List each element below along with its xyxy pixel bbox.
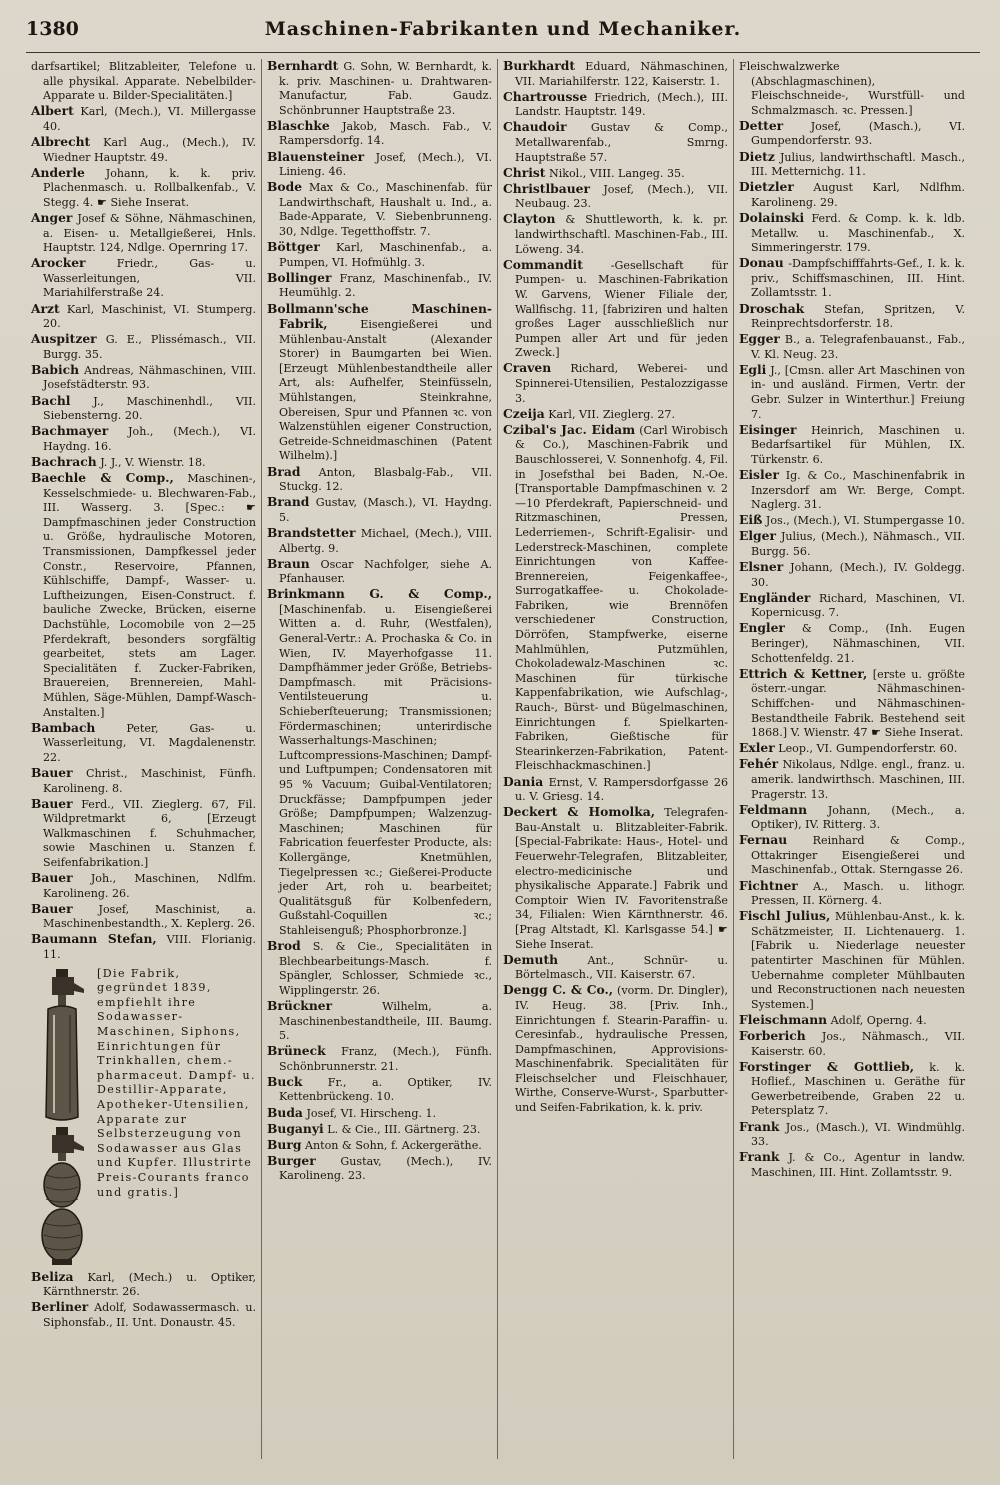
entry-details: J., [Cmsn. aller Art Maschinen von in- und ausländ. Firmen, Vertr. der Gebr. Sulzer in Winterthur.] Freiung 7. [751,363,966,421]
directory-entry [739,513,965,529]
entry-name: Braun [267,555,310,571]
entry-details: Ant., Schnür- u. Börtelmasch., VII. Kaiserstr. 67. [515,953,728,982]
entry-name: Eisler [739,467,779,483]
entry-details: Christ., Maschinist, Fünfh. Karolineng. 8. [43,766,257,795]
entry-details: Johann, (Mech.), IV. Goldegg. 30. [751,561,965,589]
directory-entry [739,529,965,559]
directory-columns [26,59,980,1459]
entry-details: Gustav, (Masch.), VI. Haydng. 5. [279,496,492,524]
directory-entry [503,775,728,805]
directory-entry [739,468,965,513]
directory-entry [503,361,728,406]
entry-name: Buganyi [267,1120,324,1136]
directory-entry [31,471,256,720]
directory-entry [503,407,728,423]
entry-name: Burkhardt [503,59,575,73]
entry-name: Brinkmann G. & Comp., [267,586,492,602]
entry-details: Reinhard & Comp., Ottakringer Eisengießerei und Maschinenfab., Ottak. Sterngasse 26. [751,834,966,877]
entry-details: S. & Cie., Specialitäten in Blechbearbeitungs-Masch. f. Spängler, Schlosser, Schmiede ꝛc., Wipplingerstr. 26. [279,940,492,997]
directory-entry [739,1013,965,1029]
entry-name: Burg [267,1136,302,1152]
entry-details: darfsartikel; Blitzableiter, Telefone u. alle physikal. Apparate. Nebelbilder-Apparate u. Bilder-Specialitäten.] [31,60,256,103]
entry-name: Bauer [31,900,73,916]
entry-details: Heinrich, Maschinen u. Bedarfsartikel für Mühlen, IX. Türkenstr. 6. [751,423,966,466]
directory-entry [267,180,492,239]
entry-name: Czibal's Jac. Eidam [503,421,636,437]
entry-name: Dietzler [739,179,794,195]
entry-name: Bauer [31,870,73,886]
entry-details: Jos., (Mech.), VI. Stumpergasse 10. [765,514,965,528]
directory-entry [267,119,492,149]
entry-name: Beliza [31,1268,74,1284]
entry-details: Leop., VI. Gumpendorferstr. 60. [778,742,958,756]
entry-name: Fernau [739,832,788,848]
directory-entry [739,150,965,180]
directory-entry [267,59,492,118]
directory-entry [267,1106,492,1122]
entry-details: J., Maschinenhdl., VII. Siebensterng. 20. [43,394,256,423]
directory-entry [739,363,965,422]
entry-name: Bauer [31,764,73,780]
entry-name: Elsner [739,559,784,575]
directory-entry [267,999,492,1044]
entry-name: Albrecht [31,133,91,149]
entry-details: Franz, (Mech.), Fünfh. Schönbrunnerstr. 21. [279,1045,492,1073]
entry-details: Gustav, (Mech.), IV. Karolineng. 23. [279,1154,492,1183]
directory-entry [267,271,492,301]
entry-details: Karl, (Mech.) u. Optiker, Kärnthnerstr. 26. [43,1270,256,1299]
entry-details: Michael, (Mech.), VIII. Albertg. 9. [279,526,493,555]
directory-entry [503,182,728,212]
entry-details: J. J., V. Wienstr. 18. [100,455,206,469]
entry-details: Franz, Maschinenfab., IV. Heumühlg. 2. [279,271,492,300]
entry-details: Karl Aug., (Mech.), IV. Wiedner Hauptstr. 49. [43,135,256,164]
entry-name: Dolainski [739,209,805,225]
entry-details: Ferd., VII. Zieglerg. 67, Fil. Wildpretmarkt 6, [Erzeugt Walkmaschinen f. Schuhmacher, sowie Maschinen u. Stanzen f. Seifenfabrikation.] [43,797,256,869]
entry-details: Karl, Maschinenfab., a. Pumpen, VI. Hofmühlg. 3. [279,241,492,269]
directory-entry [31,766,256,796]
entry-details: Oscar Nachfolger, siehe A. Pfanhauser. [279,557,492,586]
directory-entry [31,1270,256,1300]
entry-name: Commandit [503,256,583,272]
siphon-advertisement [31,967,256,1267]
directory-entry [31,721,256,766]
directory-entry [267,1122,492,1138]
directory-entry [739,909,965,1012]
entry-name: Ettrich & Kettner, [739,665,868,681]
entry-name: Clayton [503,211,556,227]
entry-name: Böttger [267,239,320,255]
entry-details: Ferd. & Comp. k. k. ldb. Metallw. u. Maschinenfab., X. Simmeringerstr. 179. [751,211,965,255]
directory-entry [31,455,256,471]
entry-details: Fleischwalzwerke (Abschlagmaschinen), Fleischschneide-, Wurstfüll- und Schmalzmasch. ꝛc. Pressen.] [739,60,965,117]
directory-entry [503,953,728,983]
entry-details: VIII. Florianig. 11. [43,933,257,962]
entry-details: Stefan, Spritzen, V. Reinprechtsdorferstr. 18. [751,302,966,331]
entry-name: Baumann Stefan, [31,931,157,947]
entry-details: Max & Co., Maschinenfab. für Landwirthschaft, Haushalt u. Ind., a. Bade-Apparate, V. Siebenbrunneng. 30, Ndlge. Tegetthoffstr. 7. [279,181,492,239]
entry-details: Fr., a. Optiker, IV. Kettenbrückeng. 10. [279,1075,492,1104]
directory-entry [31,902,256,932]
directory-entry [31,797,256,871]
entry-details: Josef, VI. Hirscheng. 1. [306,1106,437,1120]
entry-details: Friedr., Gas- u. Wasserleitungen, VII. Mariahilferstraße 24. [43,257,256,300]
directory-entry [739,180,965,210]
entry-name: Fleischmann [739,1011,828,1027]
entry-details: Wilhelm, a. Maschinenbestandtheile, III. Baumg. 5. [279,999,493,1043]
advertisement-text: [Die Fabrik, gegründet 1839, empfiehlt ihre Sodawasser-Maschinen, Siphons, Einrichtungen für Trinkhallen, chem.-pharmaceut. Dampf- u. Destillir-Apparate, Apotheker-Utensilien, Apparate zur Selbsterzeugung von Sodawasser aus Glas und Kupfer. Illustrirte Preis-Courants franco und gratis.] [97,966,256,1199]
directory-entry [503,212,728,257]
entry-details: Joh., (Mech.), VI. Haydng. 16. [43,425,257,453]
entry-name: Dengg C. & Co., [503,982,614,998]
entry-name: Forberich [739,1028,806,1043]
entry-name: Frank [739,1149,780,1165]
directory-entry [31,394,256,424]
directory-entry [267,557,492,587]
entry-name: Berliner [31,1299,89,1315]
directory-entry [739,803,965,833]
entry-name: Anger [31,209,73,225]
directory-entry [503,805,728,952]
entry-name: Dietz [739,148,775,164]
entry-details: k. k. Hoflief., Maschinen u. Geräthe für Gewerbetreibende, Graben 22 u. Petersplatz 7. [751,1060,965,1118]
entry-name: Bollinger [267,269,332,285]
directory-entry [31,59,256,104]
entry-name: Elger [739,528,776,544]
directory-entry [31,424,256,454]
entry-details: Anton, Blasbalg-Fab., VII. Stuckg. 12. [279,465,493,494]
entry-name: Fehér [739,756,779,772]
directory-entry [267,1154,492,1184]
directory-entry [739,560,965,590]
page-header [26,18,980,53]
entry-name: Chartrousse [503,88,588,104]
entry-details: Karl, (Mech.), VI. Millergasse 40. [43,105,257,133]
entry-details: Eduard, Nähmaschinen, VII. Mariahilferstr. 122, Kaiserstr. 1. [515,60,728,88]
entry-name: Czeija [503,405,545,421]
directory-entry [503,120,728,165]
page-title: Maschinen-Fabrikanten und Mechaniker. [264,18,742,40]
column-2 [262,59,498,1459]
directory-entry [31,166,256,211]
directory-entry [267,939,492,998]
entry-name: Brod [267,938,301,954]
directory-entry [739,741,965,757]
entry-details: (Carl Wirobisch & Co.), Maschinen-Fabrik und Bauschlosserei, V. Sonnenhofg. 4, Fil. in Josefsthal bei Baden, N.-Oe. [Transportable Dampfmaschinen v. 2—10 Pferdekraft, Papierschneid- und Ritzmaschinen, Pressen, Lederriemen-, Schrift-Egalisir- und Lederstreck-Maschinen, complete Einrichtungen von Kaffee-Brennereien, Feigenkaffee-, Surrogatkaffee- u. Chokolade-Fabriken, wie Brennöfen verschiedener Construction, Dörröfen, Stampfwerke, eiserne Mahlmühlen, Putzmühlen, Chokoladewalz-Maschinen ꝛc. Maschinen für türkische Kappenfabrikation, wie Aufschlag-, Rauch-, Bürst- und Bügelmaschinen, Einrichtungen f. Spielkarten-Fabriken, Gießtische für Stearinkerzen-Fabrikation, Patent-Fleischhackmaschinen.] [515,423,729,773]
directory-entry [503,983,728,1115]
directory-entry [31,302,256,332]
directory-entry [739,59,965,118]
entry-details: Julius, (Mech.), Nähmasch., VII. Burgg. 56. [751,530,965,558]
directory-entry [31,871,256,901]
page-number: 1380 [26,18,79,40]
directory-entry [739,211,965,256]
directory-entry [739,621,965,666]
entry-details: [Maschinenfab. u. Eisengießerei Witten a. d. Ruhr, (Westfalen), General-Vertr.: A. Prochaska & Co. in Wien, IV. Mayerhofgasse 11. Dampfhämmer jeder Größe, Betriebs-Dampfmasch. mit Präcisions-Ventilsteuerung u. Schieberſteuerung; Transmissionen; Fördermaschinen; unterirdische Wasserhaltungs-Maschinen; Luftcompressions-Maschinen; Dampf- und Luftpumpen; Condensatoren mit 95 % Vacuum; Guibal-Ventilatoren; Druckfässe; Dampfpumpen jeder Größe; Dampfpumpen; Walzenzug-Maschinen; Maschinen für Fabrication feuerfester Producte, als: Kollergänge, Knetmühlen, Tiegelpressen ꝛc.; Gießerei-Producte jeder Art, roh u. bearbeitet; Qualitätsguß für Kolbenfedern, Gußstahl-Coquillen ꝛc.; Stahleisenguß; Phosphorbronze.] [279,602,492,937]
entry-name: Fischl Julius, [739,908,831,924]
entry-name: Eisinger [739,421,797,437]
directory-entry [503,59,728,89]
entry-name: Bode [267,179,303,195]
entry-details: Mühlenbau-Anst., k. k. Schätzmeister, II. Lichtenauerg. 1. [Fabrik u. Niederlage neuester patentirter Maschinen für Mühlen. Uebernahme completer Mühlbauten und Reconstructionen nach neuesten Systemen.] [751,910,965,1011]
entry-details: & Comp., (Inh. Eugen Beringer), Nähmaschinen, VII. Schottenfeldg. 21. [751,622,965,665]
entry-name: Feldmann [739,801,808,817]
entry-details: (vorm. Dr. Dingler), IV. Heug. 38. [Priv. Inh., Einrichtungen f. Stearin-Paraffin- u. Ceresinfab., hydraulische Pressen, Dampfmaschinen, Approvisions-Maschinenfabrik. Specialitäten für Fleischselcher und Fleischhauer, Wirthe, Conserve-Wurst-, Sparbutter- und Seifen-Fabrikation, k. k. priv. [515,984,729,1115]
entry-name: Brand [267,494,310,510]
entry-name: Albert [31,103,74,119]
entry-name: Christlbauer [503,180,590,196]
directory-entry [503,166,728,182]
directory-entry [739,1150,965,1180]
directory-entry [267,150,492,180]
entry-details: Andreas, Nähmaschinen, VIII. Josefstädterstr. 93. [43,363,256,392]
entry-name: Auspitzer [31,331,97,347]
entry-details: -Dampfschifffahrts-Gef., I. k. k. priv., Schiffsmaschinen, III. Hint. Zollamtsstr. 1. [751,257,965,300]
entry-details: Jakob, Masch. Fab., V. Rampersdorfg. 14. [279,119,492,148]
directory-entry [267,240,492,270]
entry-name: Arocker [31,255,86,271]
directory-entry [739,119,965,149]
entry-name: Bachl [31,392,71,408]
entry-details: Josef, (Mech.), VI. Linieng. 46. [279,150,493,179]
directory-entry [739,302,965,332]
column-3 [498,59,734,1459]
directory-entry [267,1044,492,1074]
entry-details: Johann, k. k. priv. Plachenmasch. u. Rollbalkenfab., V. Stegg. 4. ☛ Siehe Inserat. [43,166,256,209]
entry-name: Anderle [31,164,85,180]
directory-entry [267,302,492,465]
directory-entry [31,1300,256,1330]
entry-details: Jos., (Masch.), VI. Windmühlg. 33. [751,1120,965,1149]
entry-details: Eisengießerei und Mühlenbau-Anstalt (Alexander Storer) in Baumgarten bei Wien. [Erzeugt Mühlenbestandtheile aller Art, als: Aufhelfer, Steinfüsseln, Mühlstangen, Steinkrahne, Obereisen, Spur und Pfannen ꝛc. von Walzenstühlen eigener Construction, Getreide-Schneidmaschinen (Patent Wilhelm).] [279,318,492,463]
directory-entry [267,1075,492,1105]
directory-entry [31,135,256,165]
entry-name: Exler [739,740,775,756]
directory-entry [267,495,492,525]
entry-details: Nikol., VIII. Langeg. 35. [549,166,685,180]
directory-entry [31,332,256,362]
directory-entry [503,90,728,120]
entry-name: Buck [267,1073,303,1089]
column-1 [26,59,262,1459]
directory-entry [739,1060,965,1119]
entry-name: Brad [267,463,301,479]
directory-entry [739,833,965,878]
directory-entry [739,667,965,741]
entry-name: Brückner [267,997,333,1013]
directory-entry [267,526,492,556]
directory-entry [739,591,965,621]
siphon-bottle-illustration [31,967,93,1267]
entry-details: Anton & Sohn, f. Ackergeräthe. [304,1138,482,1152]
entry-name: Chaudoir [503,119,567,135]
entry-name: Donau [739,255,784,271]
entry-name: Bauer [31,795,73,811]
entry-details: B., a. Telegrafenbauanst., Fab., V. Kl. Neug. 23. [751,333,965,361]
entry-details: Josef & Söhne, Nähmaschinen, a. Eisen- u. Metallgießerei, Hnls. Hauptstr. 124, Ndlge. Opernring 17. [43,211,256,255]
entry-name: Craven [503,360,552,376]
entry-details: Karl, VII. Zieglerg. 27. [548,407,675,421]
directory-entry [503,258,728,361]
entry-details: J. & Co., Agentur in landw. Maschinen, III. Hint. Zollamtsstr. 9. [751,1151,965,1179]
entry-details: Josef, (Mech.), VII. Neubaug. 23. [515,182,728,211]
entry-details: Jos., Nähmasch., VII. Kaiserstr. 60. [751,1030,965,1058]
directory-entry [739,332,965,362]
entry-name: Engländer [739,589,811,605]
entry-details: L. & Cie., III. Gärtnerg. 23. [327,1122,481,1136]
entry-details: Josef, (Masch.), VI. Gumpendorferstr. 93. [751,119,966,148]
entry-details: Nikolaus, Ndlge. engl., franz. u. amerik. landwirthsch. Maschinen, III. Pragerstr. 13. [751,758,965,801]
entry-details: Gustav & Comp., Metallwarenfab., Smrng. Hauptstraße 57. [515,121,728,164]
entry-name: Baechle & Comp., [31,470,174,486]
entry-details: [erste u. größte österr.-ungar. Nähmaschinen-Schiffchen- und Nähmaschinen-Bestandtheile Fabrik. Bestehend seit 1868.] V. Wienstr. 47 ☛ Siehe Inserat. [751,667,965,740]
entry-details: Maschinen-, Kesselschmiede- u. Blechwaren-Fab., III. Wasserg. 3. [Spec.: ☛ Dampfmaschinen jeder Construction u. Größe, hydraulische Motoren, Transmissionen, Dampfkessel jeder Constr., Reservoire, Pfannen, Kühlschiffe, Dampf-, Wasser- u. Luftheizungen, Eisen-Construct. f. bauliche Zwecke, Brücken, eiserne Dachstühle, Locomobile von 2—25 Pferdekraft, besonders sorgfältig gearbeitet, stets am Lager. Specialitäten f. Zucker-Fabriken, Brauereien, Brennereien, Mahl-Mühlen, Säge-Mühlen, Dampf-Wasch-Anstalten.] [43,472,257,719]
entry-details: August Karl, Ndlfhm. Karolineng. 29. [751,181,965,209]
entry-name: Forstinger & Gottlieb, [739,1058,915,1074]
entry-name: Christ [503,164,546,180]
entry-name: Brüneck [267,1043,326,1059]
entry-name: Buda [267,1104,303,1120]
directory-entry [31,363,256,393]
entry-details: Richard, Weberei- und Spinnerei-Utensilien, Pestalozzigasse 3. [515,362,728,405]
entry-details: Adolf, Operng. 4. [830,1013,927,1027]
entry-name: Bernhardt [267,59,339,73]
entry-name: Blauensteiner [267,148,365,164]
directory-entry [267,587,492,938]
column-4 [734,59,970,1459]
entry-name: Fichtner [739,877,798,893]
entry-details: Joh., Maschinen, Ndlfm. Karolineng. 26. [43,872,256,900]
entry-details: Ernst, V. Rampersdorfgasse 26 u. V. Griesg. 14. [515,775,729,804]
entry-name: Babich [31,361,80,377]
entry-details: Johann, (Mech., a. Optiker), IV. Ritterg. 3. [751,803,965,832]
entry-name: Demuth [503,951,559,967]
entry-name: Egger [739,331,780,347]
entry-name: Deckert & Homolka, [503,804,655,820]
directory-entry [739,879,965,909]
entry-name: Eiß [739,512,763,528]
entry-details: Friedrich, (Mech.), III. Landstr. Hauptstr. 149. [515,90,728,119]
entry-details: Adolf, Sodawassermasch. u. Siphonsfab., II. Unt. Donaustr. 45. [43,1301,256,1329]
entry-name: Blaschke [267,117,330,133]
entry-name: Engler [739,620,785,636]
directory-entry [31,932,256,962]
entry-name: Bachrach [31,453,97,469]
directory-entry [739,1029,965,1059]
entry-name: Frank [739,1118,780,1134]
entry-name: Droschak [739,300,805,316]
entry-details: Julius, landwirthschaftl. Masch., III. Metternichg. 11. [751,150,965,179]
entry-name: Arzt [31,300,60,316]
entry-details: Ig. & Co., Maschinenfabrik in Inzersdorf am Wr. Berge, Compt. Naglerg. 31. [751,469,966,512]
directory-entry [31,211,256,256]
entry-details: Peter, Gas- u. Wasserleitung, VI. Magdalenenstr. 22. [43,721,257,764]
directory-entry [267,465,492,495]
entry-details: -Gesellschaft für Pumpen- u. Maschinen-Fabrikation W. Garvens, Wiener Filiale der, Wallfischg. 11, [fabriziren und halten großes Lager ausschließlich nur Pumpen aller Art und für jeden Zweck.] [515,258,728,360]
directory-entry [739,757,965,802]
entry-name: Brandstetter [267,524,356,540]
directory-entry [31,256,256,301]
directory-entry [267,1138,492,1154]
entry-details: Karl, Maschinist, VI. Stumperg. 20. [43,302,256,331]
entry-name: Bachmayer [31,423,109,439]
directory-entry [31,104,256,134]
entry-name: Egli [739,361,767,377]
entry-details: G. E., Plissémasch., VII. Burgg. 35. [43,333,256,361]
directory-entry [739,256,965,301]
directory-entry [503,423,728,774]
entry-details: G. Sohn, W. Bernhardt, k. k. priv. Maschinen- u. Drahtwaren-Manufactur, Fab. Gaudz. Schönbrunner Hauptstraße 23. [279,60,492,117]
entry-name: Dania [503,773,544,789]
entry-name: Detter [739,117,784,133]
entry-name: Burger [267,1152,316,1168]
entry-details: Josef, Maschinist, a. Maschinenbestandth., X. Keplerg. 26. [43,902,257,931]
directory-entry [739,423,965,468]
entry-details: Richard, Maschinen, VI. Kopernicusg. 7. [751,591,965,620]
entry-name: Bollmann'sche Maschinen-Fabrik, [267,300,492,332]
entry-details: A., Masch. u. lithogr. Pressen, II. Körnerg. 4. [751,879,965,908]
entry-details: Telegrafen-Bau-Anstalt u. Blitzableiter-Fabrik. [Special-Fabrikate: Haus-, Hotel- und Feuerwehr-Telegrafen, Blitzableiter, electro-medicinische und physikalische Apparate.] Fabrik und Comptoir Wien IV. Favoritenstraße 34, Filialen: Wien Kärnthnerstr. 46. [Prag Altstadt, Kl. Karlsgasse 54.] ☛ Siehe Inserat. [515,806,729,951]
directory-entry [739,1120,965,1150]
entry-name: Bambach [31,719,96,735]
entry-details: & Shuttleworth, k. k. pr. landwirthschaftl. Maschinen-Fab., III. Löweng. 34. [515,213,728,256]
